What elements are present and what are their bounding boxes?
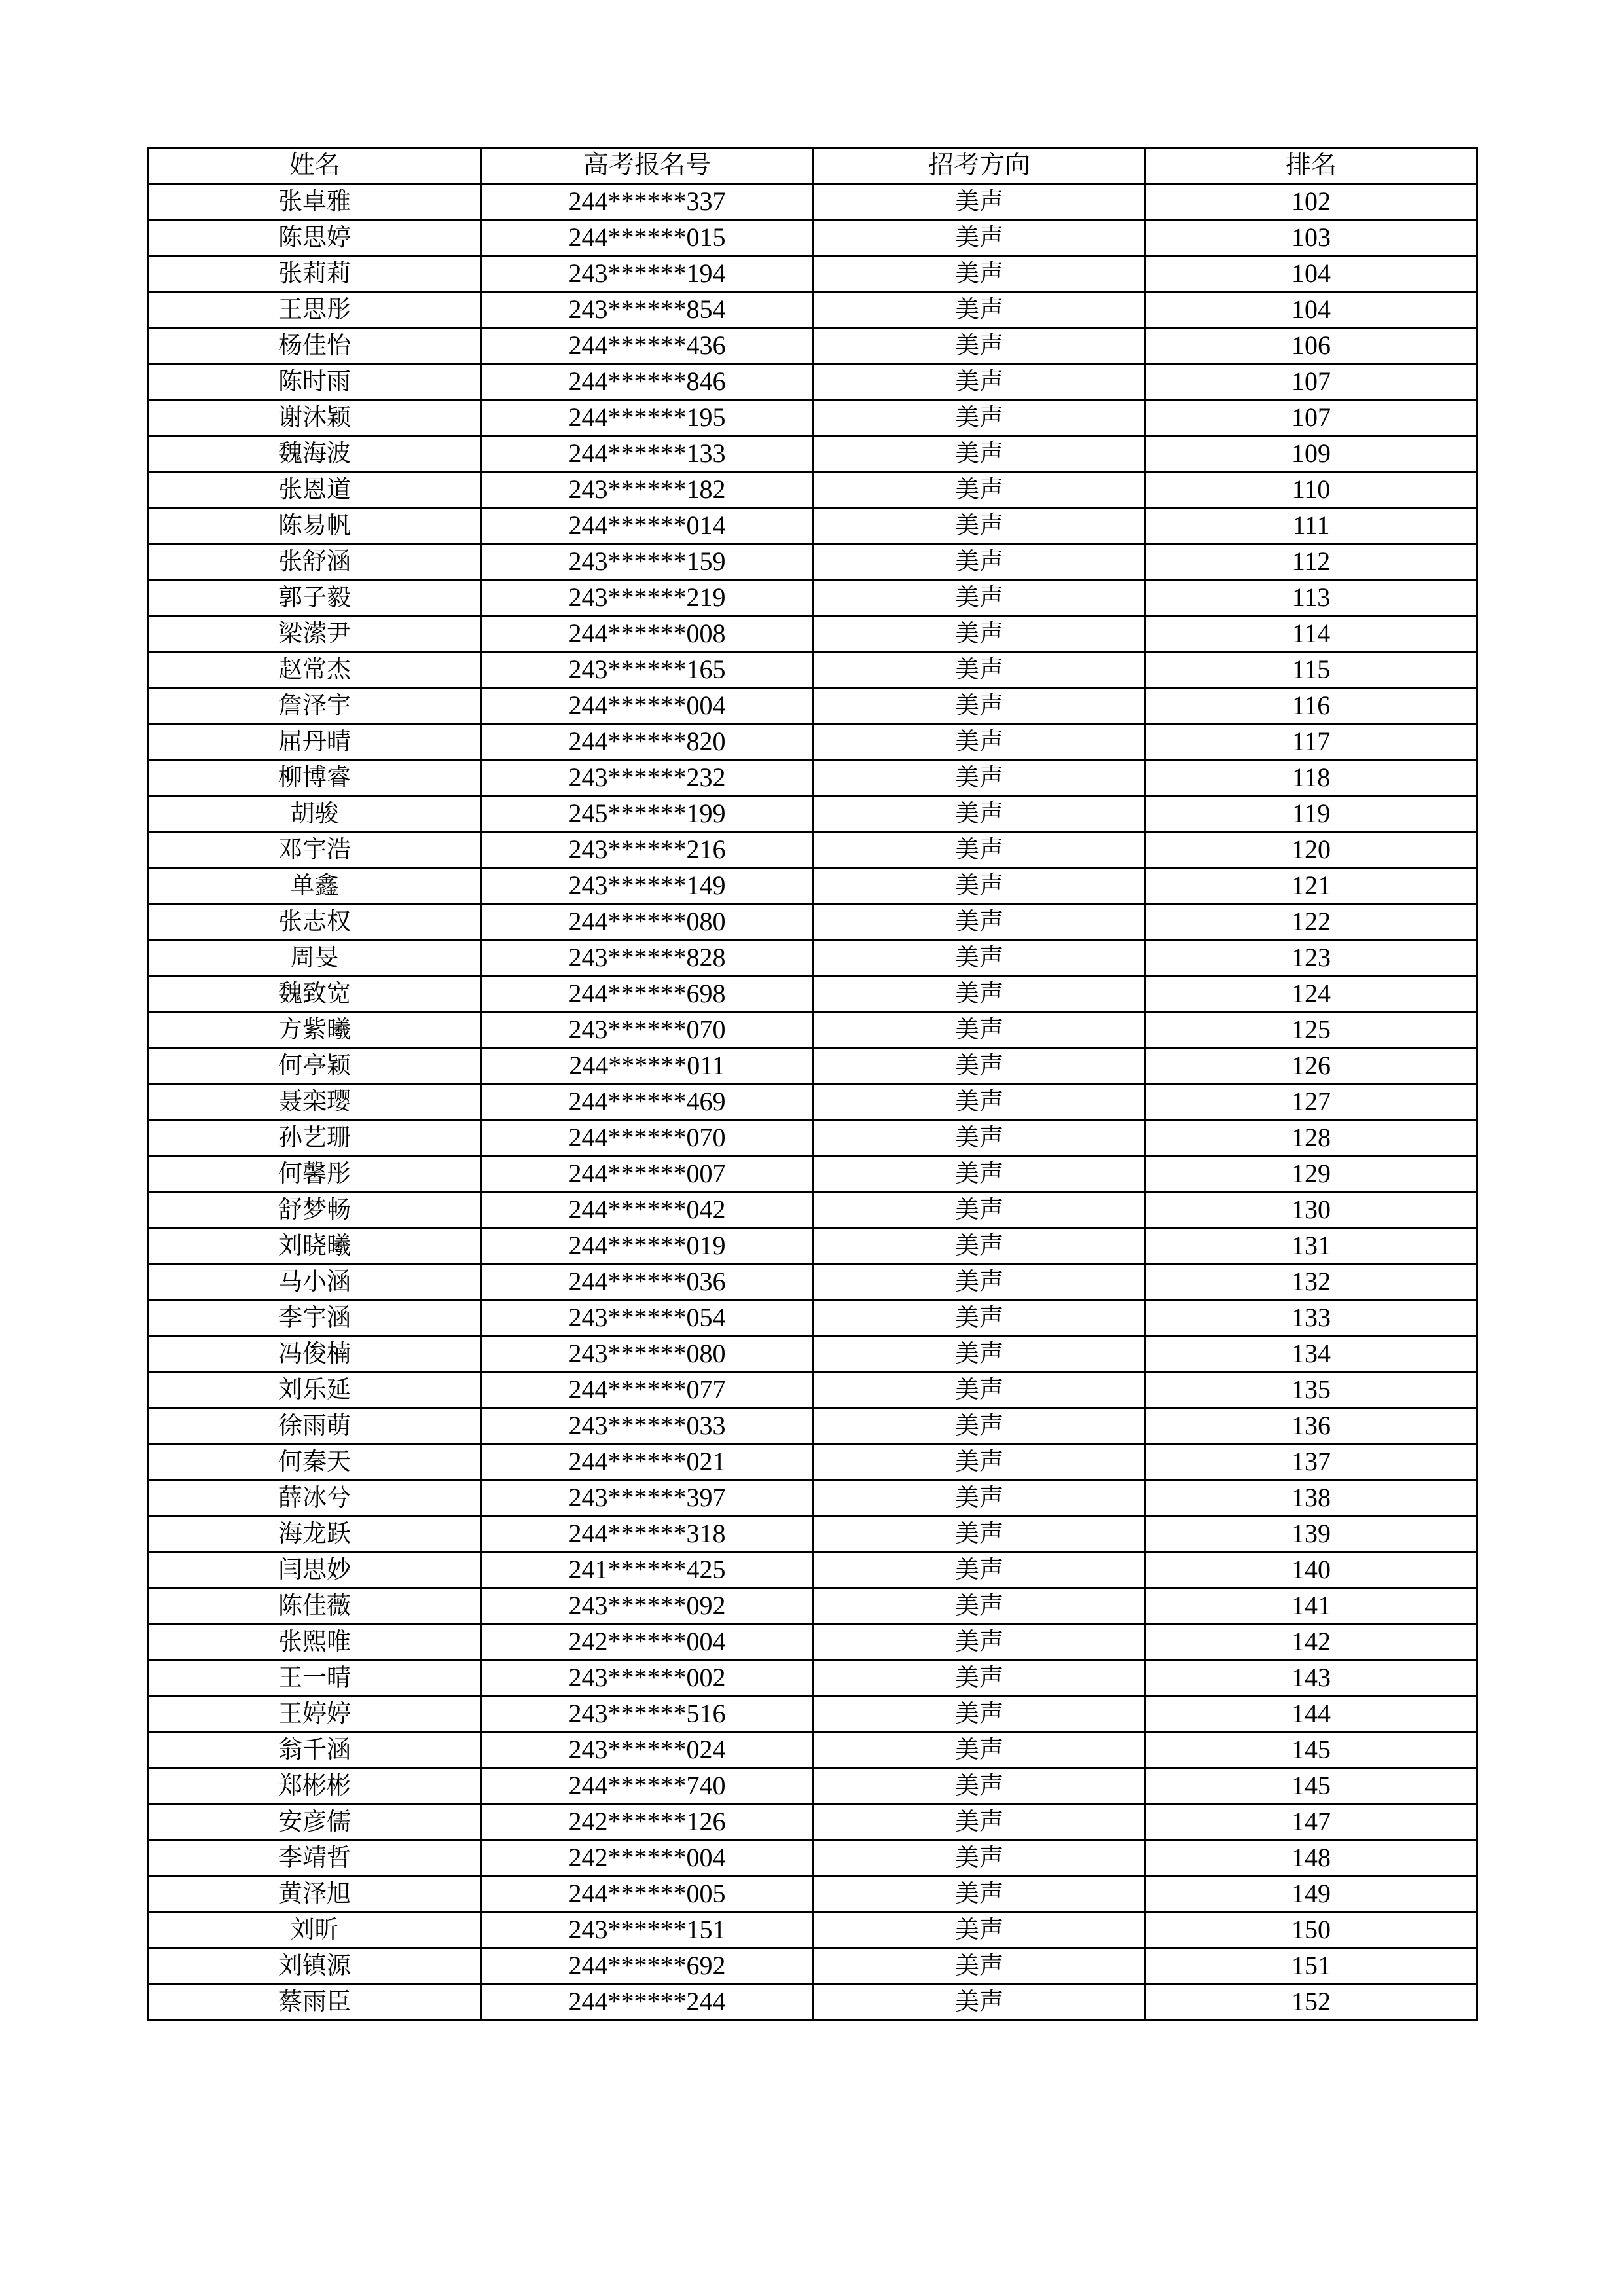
cell-rank: 107	[1146, 400, 1477, 436]
cell-name: 何亭颖	[149, 1048, 481, 1084]
cell-name: 陈易帆	[149, 508, 481, 544]
cell-rank: 141	[1146, 1588, 1477, 1624]
cell-exam-id: 242******126	[481, 1804, 814, 1840]
cell-exam-id: 244******698	[481, 976, 814, 1012]
cell-rank: 145	[1146, 1768, 1477, 1804]
cell-direction: 美声	[814, 1192, 1146, 1228]
table-row	[149, 832, 1477, 868]
cell-direction: 美声	[814, 1768, 1146, 1804]
cell-direction: 美声	[814, 1732, 1146, 1768]
header-name: 姓名	[149, 148, 481, 184]
cell-direction: 美声	[814, 1372, 1146, 1408]
cell-exam-id: 244******436	[481, 328, 814, 364]
header-row	[149, 148, 1477, 184]
cell-name: 方紫曦	[149, 1012, 481, 1048]
cell-rank: 129	[1146, 1156, 1477, 1192]
cell-name: 孙艺珊	[149, 1120, 481, 1156]
table-row	[149, 616, 1477, 652]
cell-exam-id: 244******005	[481, 1876, 814, 1912]
cell-direction: 美声	[814, 1516, 1146, 1552]
cell-rank: 144	[1146, 1696, 1477, 1732]
table-row	[149, 328, 1477, 364]
cell-name: 安彦儒	[149, 1804, 481, 1840]
cell-direction: 美声	[814, 688, 1146, 724]
cell-exam-id: 245******199	[481, 796, 814, 832]
cell-direction: 美声	[814, 328, 1146, 364]
cell-rank: 139	[1146, 1516, 1477, 1552]
table-row	[149, 1012, 1477, 1048]
cell-rank: 149	[1146, 1876, 1477, 1912]
cell-exam-id: 244******077	[481, 1372, 814, 1408]
cell-exam-id: 243******024	[481, 1732, 814, 1768]
cell-rank: 117	[1146, 724, 1477, 760]
cell-exam-id: 244******036	[481, 1264, 814, 1300]
cell-rank: 111	[1146, 508, 1477, 544]
ranking-table	[147, 147, 1478, 2021]
cell-exam-id: 244******740	[481, 1768, 814, 1804]
header-exam-id: 高考报名号	[481, 148, 814, 184]
cell-name: 李靖哲	[149, 1840, 481, 1876]
cell-direction: 美声	[814, 1084, 1146, 1120]
cell-exam-id: 243******219	[481, 580, 814, 616]
cell-name: 刘昕	[149, 1912, 481, 1948]
cell-rank: 106	[1146, 328, 1477, 364]
cell-direction: 美声	[814, 1264, 1146, 1300]
cell-name: 闫思妙	[149, 1552, 481, 1588]
cell-rank: 147	[1146, 1804, 1477, 1840]
cell-name: 张舒涵	[149, 544, 481, 580]
cell-direction: 美声	[814, 940, 1146, 976]
header-rank: 排名	[1146, 148, 1477, 184]
cell-direction: 美声	[814, 1480, 1146, 1516]
cell-name: 张恩道	[149, 472, 481, 508]
table-row	[149, 1552, 1477, 1588]
table-row	[149, 868, 1477, 904]
cell-rank: 114	[1146, 616, 1477, 652]
cell-exam-id: 244******014	[481, 508, 814, 544]
cell-direction: 美声	[814, 1984, 1146, 2020]
cell-exam-id: 242******004	[481, 1840, 814, 1876]
table-row	[149, 1660, 1477, 1696]
cell-direction: 美声	[814, 1696, 1146, 1732]
cell-direction: 美声	[814, 1912, 1146, 1948]
cell-direction: 美声	[814, 1804, 1146, 1840]
table-row	[149, 1372, 1477, 1408]
cell-rank: 131	[1146, 1228, 1477, 1264]
table-row	[149, 400, 1477, 436]
cell-name: 李宇涵	[149, 1300, 481, 1336]
cell-rank: 133	[1146, 1300, 1477, 1336]
cell-rank: 103	[1146, 220, 1477, 256]
cell-direction: 美声	[814, 1588, 1146, 1624]
cell-exam-id: 243******054	[481, 1300, 814, 1336]
cell-rank: 150	[1146, 1912, 1477, 1948]
cell-rank: 104	[1146, 292, 1477, 328]
cell-name: 张卓雅	[149, 184, 481, 220]
cell-exam-id: 243******080	[481, 1336, 814, 1372]
cell-name: 陈佳薇	[149, 1588, 481, 1624]
cell-rank: 104	[1146, 256, 1477, 292]
table-row	[149, 688, 1477, 724]
cell-direction: 美声	[814, 1120, 1146, 1156]
table-row	[149, 1192, 1477, 1228]
header-direction: 招考方向	[814, 148, 1146, 184]
cell-name: 薛冰兮	[149, 1480, 481, 1516]
cell-rank: 110	[1146, 472, 1477, 508]
cell-rank: 145	[1146, 1732, 1477, 1768]
cell-exam-id: 243******397	[481, 1480, 814, 1516]
table-row	[149, 1948, 1477, 1984]
table-row	[149, 724, 1477, 760]
cell-name: 何馨彤	[149, 1156, 481, 1192]
table-row	[149, 760, 1477, 796]
cell-rank: 107	[1146, 364, 1477, 400]
cell-rank: 151	[1146, 1948, 1477, 1984]
cell-exam-id: 242******004	[481, 1624, 814, 1660]
cell-direction: 美声	[814, 184, 1146, 220]
cell-name: 柳博睿	[149, 760, 481, 796]
cell-direction: 美声	[814, 364, 1146, 400]
table-row	[149, 1876, 1477, 1912]
table-row	[149, 1480, 1477, 1516]
cell-direction: 美声	[814, 508, 1146, 544]
cell-rank: 134	[1146, 1336, 1477, 1372]
cell-direction: 美声	[814, 220, 1146, 256]
table-row	[149, 940, 1477, 976]
table-row	[149, 1516, 1477, 1552]
table-row	[149, 544, 1477, 580]
table-row	[149, 1696, 1477, 1732]
cell-rank: 124	[1146, 976, 1477, 1012]
cell-name: 郑彬彬	[149, 1768, 481, 1804]
cell-direction: 美声	[814, 436, 1146, 472]
table-row	[149, 1804, 1477, 1840]
table-row	[149, 1084, 1477, 1120]
cell-direction: 美声	[814, 1948, 1146, 1984]
cell-direction: 美声	[814, 1876, 1146, 1912]
cell-rank: 112	[1146, 544, 1477, 580]
cell-direction: 美声	[814, 1624, 1146, 1660]
cell-rank: 142	[1146, 1624, 1477, 1660]
cell-rank: 113	[1146, 580, 1477, 616]
cell-name: 魏海波	[149, 436, 481, 472]
cell-direction: 美声	[814, 616, 1146, 652]
cell-name: 刘镇源	[149, 1948, 481, 1984]
table-row	[149, 292, 1477, 328]
table-row	[149, 1624, 1477, 1660]
cell-rank: 127	[1146, 1084, 1477, 1120]
cell-name: 海龙跃	[149, 1516, 481, 1552]
table-row	[149, 220, 1477, 256]
cell-rank: 140	[1146, 1552, 1477, 1588]
cell-rank: 136	[1146, 1408, 1477, 1444]
cell-direction: 美声	[814, 1408, 1146, 1444]
cell-name: 单鑫	[149, 868, 481, 904]
cell-direction: 美声	[814, 1048, 1146, 1084]
cell-name: 王一晴	[149, 1660, 481, 1696]
cell-rank: 120	[1146, 832, 1477, 868]
cell-rank: 135	[1146, 1372, 1477, 1408]
cell-rank: 109	[1146, 436, 1477, 472]
cell-rank: 123	[1146, 940, 1477, 976]
cell-direction: 美声	[814, 1444, 1146, 1480]
table-row	[149, 1840, 1477, 1876]
cell-exam-id: 243******165	[481, 652, 814, 688]
table-row	[149, 1300, 1477, 1336]
cell-direction: 美声	[814, 976, 1146, 1012]
cell-exam-id: 244******019	[481, 1228, 814, 1264]
cell-rank: 143	[1146, 1660, 1477, 1696]
table-row	[149, 904, 1477, 940]
table-row	[149, 1408, 1477, 1444]
cell-rank: 128	[1146, 1120, 1477, 1156]
cell-exam-id: 244******692	[481, 1948, 814, 1984]
cell-rank: 126	[1146, 1048, 1477, 1084]
table-row	[149, 1732, 1477, 1768]
table-row	[149, 436, 1477, 472]
table-row	[149, 1264, 1477, 1300]
table-body	[149, 184, 1477, 2020]
cell-rank: 148	[1146, 1840, 1477, 1876]
table-row	[149, 508, 1477, 544]
cell-name: 周旻	[149, 940, 481, 976]
cell-exam-id: 241******425	[481, 1552, 814, 1588]
cell-direction: 美声	[814, 1660, 1146, 1696]
table-row	[149, 976, 1477, 1012]
cell-name: 聂栾璎	[149, 1084, 481, 1120]
cell-exam-id: 243******232	[481, 760, 814, 796]
cell-direction: 美声	[814, 832, 1146, 868]
cell-direction: 美声	[814, 904, 1146, 940]
cell-exam-id: 243******092	[481, 1588, 814, 1624]
cell-exam-id: 243******070	[481, 1012, 814, 1048]
cell-direction: 美声	[814, 1300, 1146, 1336]
cell-direction: 美声	[814, 1156, 1146, 1192]
cell-rank: 102	[1146, 184, 1477, 220]
cell-name: 刘乐延	[149, 1372, 481, 1408]
cell-name: 翁千涵	[149, 1732, 481, 1768]
cell-name: 邓宇浩	[149, 832, 481, 868]
cell-exam-id: 243******216	[481, 832, 814, 868]
cell-exam-id: 243******828	[481, 940, 814, 976]
cell-name: 陈时雨	[149, 364, 481, 400]
cell-direction: 美声	[814, 1552, 1146, 1588]
cell-name: 徐雨萌	[149, 1408, 481, 1444]
cell-rank: 152	[1146, 1984, 1477, 2020]
document-sheet	[147, 147, 1476, 2021]
table-row	[149, 796, 1477, 832]
cell-exam-id: 244******080	[481, 904, 814, 940]
cell-exam-id: 244******820	[481, 724, 814, 760]
cell-exam-id: 244******469	[481, 1084, 814, 1120]
cell-name: 谢沐颖	[149, 400, 481, 436]
table-row	[149, 364, 1477, 400]
table-header	[149, 148, 1477, 184]
cell-name: 杨佳怡	[149, 328, 481, 364]
cell-direction: 美声	[814, 1336, 1146, 1372]
cell-exam-id: 243******149	[481, 868, 814, 904]
cell-name: 黄泽旭	[149, 1876, 481, 1912]
cell-name: 王婷婷	[149, 1696, 481, 1732]
cell-exam-id: 244******337	[481, 184, 814, 220]
cell-direction: 美声	[814, 580, 1146, 616]
table-row	[149, 472, 1477, 508]
cell-direction: 美声	[814, 472, 1146, 508]
cell-rank: 118	[1146, 760, 1477, 796]
cell-exam-id: 244******846	[481, 364, 814, 400]
cell-direction: 美声	[814, 652, 1146, 688]
cell-exam-id: 243******002	[481, 1660, 814, 1696]
cell-exam-id: 243******033	[481, 1408, 814, 1444]
table-row	[149, 580, 1477, 616]
cell-exam-id: 244******070	[481, 1120, 814, 1156]
cell-rank: 137	[1146, 1444, 1477, 1480]
cell-name: 马小涵	[149, 1264, 481, 1300]
table-row	[149, 1336, 1477, 1372]
cell-name: 舒梦畅	[149, 1192, 481, 1228]
cell-exam-id: 244******004	[481, 688, 814, 724]
cell-name: 胡骏	[149, 796, 481, 832]
cell-name: 詹泽宇	[149, 688, 481, 724]
cell-name: 冯俊楠	[149, 1336, 481, 1372]
cell-direction: 美声	[814, 1228, 1146, 1264]
cell-name: 屈丹晴	[149, 724, 481, 760]
cell-exam-id: 244******042	[481, 1192, 814, 1228]
cell-name: 张莉莉	[149, 256, 481, 292]
cell-rank: 116	[1146, 688, 1477, 724]
cell-exam-id: 244******195	[481, 400, 814, 436]
cell-name: 郭子毅	[149, 580, 481, 616]
cell-exam-id: 244******318	[481, 1516, 814, 1552]
cell-name: 张志权	[149, 904, 481, 940]
table-row	[149, 1912, 1477, 1948]
cell-name: 蔡雨臣	[149, 1984, 481, 2020]
cell-rank: 122	[1146, 904, 1477, 940]
table-row	[149, 1444, 1477, 1480]
cell-direction: 美声	[814, 796, 1146, 832]
cell-exam-id: 244******021	[481, 1444, 814, 1480]
cell-exam-id: 243******182	[481, 472, 814, 508]
cell-exam-id: 244******244	[481, 1984, 814, 2020]
cell-direction: 美声	[814, 868, 1146, 904]
cell-name: 刘晓曦	[149, 1228, 481, 1264]
cell-rank: 119	[1146, 796, 1477, 832]
cell-exam-id: 243******516	[481, 1696, 814, 1732]
cell-name: 陈思婷	[149, 220, 481, 256]
cell-exam-id: 243******159	[481, 544, 814, 580]
cell-rank: 130	[1146, 1192, 1477, 1228]
cell-direction: 美声	[814, 292, 1146, 328]
cell-direction: 美声	[814, 544, 1146, 580]
table-row	[149, 256, 1477, 292]
cell-rank: 115	[1146, 652, 1477, 688]
cell-exam-id: 243******194	[481, 256, 814, 292]
cell-rank: 125	[1146, 1012, 1477, 1048]
cell-rank: 138	[1146, 1480, 1477, 1516]
cell-name: 王思彤	[149, 292, 481, 328]
cell-exam-id: 244******133	[481, 436, 814, 472]
table-row	[149, 1228, 1477, 1264]
cell-direction: 美声	[814, 256, 1146, 292]
cell-direction: 美声	[814, 760, 1146, 796]
cell-rank: 121	[1146, 868, 1477, 904]
cell-name: 梁潆尹	[149, 616, 481, 652]
cell-direction: 美声	[814, 1012, 1146, 1048]
cell-name: 何秦天	[149, 1444, 481, 1480]
cell-name: 张熙唯	[149, 1624, 481, 1660]
table-row	[149, 1048, 1477, 1084]
cell-name: 赵常杰	[149, 652, 481, 688]
cell-exam-id: 244******007	[481, 1156, 814, 1192]
cell-name: 魏致宽	[149, 976, 481, 1012]
cell-direction: 美声	[814, 724, 1146, 760]
cell-rank: 132	[1146, 1264, 1477, 1300]
cell-exam-id: 244******015	[481, 220, 814, 256]
table-row	[149, 1156, 1477, 1192]
cell-exam-id: 244******008	[481, 616, 814, 652]
table-row	[149, 1120, 1477, 1156]
cell-exam-id: 243******151	[481, 1912, 814, 1948]
cell-exam-id: 244******011	[481, 1048, 814, 1084]
cell-direction: 美声	[814, 1840, 1146, 1876]
table-row	[149, 184, 1477, 220]
table-row	[149, 1984, 1477, 2020]
cell-direction: 美声	[814, 400, 1146, 436]
table-row	[149, 652, 1477, 688]
table-row	[149, 1588, 1477, 1624]
cell-exam-id: 243******854	[481, 292, 814, 328]
table-row	[149, 1768, 1477, 1804]
